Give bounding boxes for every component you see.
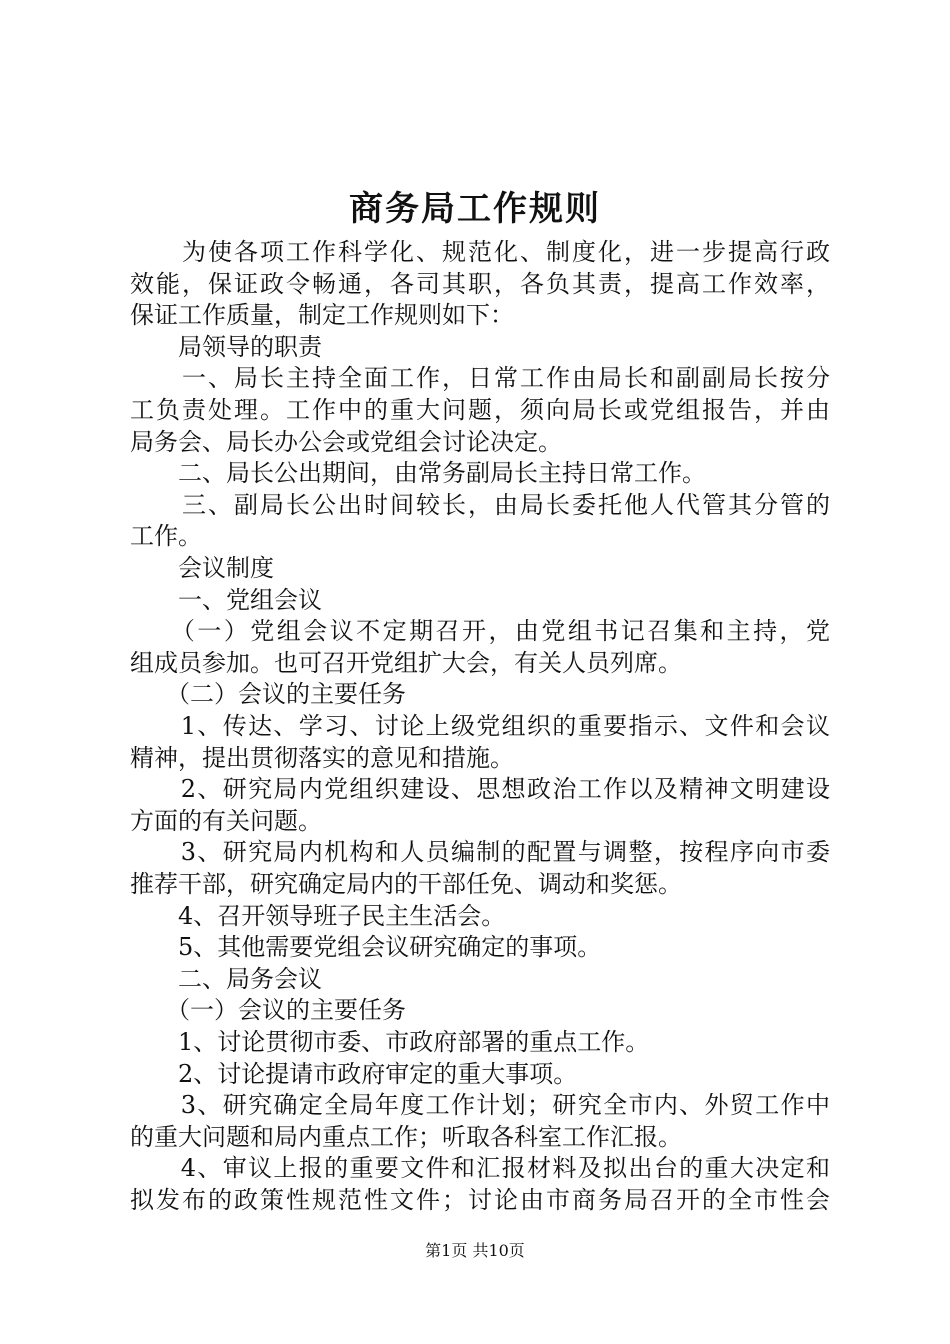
body-text-line: 一、党组会议 [130, 585, 322, 614]
body-text-line: 1、传达、学习、讨论上级党组织的重要指示、文件和会议 [130, 712, 830, 740]
body-text-line: 保证工作质量，制定工作规则如下： [130, 301, 514, 330]
body-text-line: 组成员参加。也可召开党组扩大会，有关人员列席。 [130, 648, 682, 677]
body-text-line: 的重大问题和局内重点工作；听取各科室工作汇报。 [130, 1122, 682, 1151]
body-text-line: 3、研究确定全局年度工作计划；研究全市内、外贸工作中 [130, 1091, 830, 1120]
body-text-line: 工负责处理。工作中的重大问题，须向局长或党组报告，并由 [130, 396, 830, 424]
body-text-line: 4、审议上报的重要文件和汇报材料及拟出台的重大决定和 [130, 1154, 830, 1183]
body-text-line: 会议制度 [130, 554, 274, 582]
body-text-line: 为使各项工作科学化、规范化、制度化，进一步提高行政 [130, 238, 830, 266]
body-text-line: 推荐干部，研究确定局内的干部任免、调动和奖惩。 [130, 870, 682, 898]
document-title: 商务局工作规则 [349, 189, 601, 229]
body-text-line: 精神，提出贯彻落实的意见和措施。 [130, 743, 514, 772]
body-text-line: 二、局务会议 [130, 964, 322, 993]
body-text-line: 一、局长主持全面工作，日常工作由局长和副副局长按分 [130, 364, 830, 393]
body-text-line: 工作。 [130, 522, 202, 551]
body-text-line: （二）会议的主要任务 [130, 680, 406, 709]
body-text-line: 4、召开领导班子民主生活会。 [130, 901, 506, 930]
body-text-line: （一）会议的主要任务 [130, 996, 406, 1025]
body-text-line: （一）党组会议不定期召开，由党组书记召集和主持，党 [130, 617, 830, 646]
body-text-line: 方面的有关问题。 [130, 806, 322, 835]
body-text-line: 5、其他需要党组会议研究确定的事项。 [130, 933, 602, 962]
body-text-line: 2、研究局内党组织建设、思想政治工作以及精神文明建设 [130, 775, 830, 804]
body-text-line: 三、副局长公出时间较长，由局长委托他人代管其分管的 [130, 490, 830, 519]
body-text-line: 拟发布的政策性规范性文件；讨论由市商务局召开的全市性会 [130, 1186, 830, 1214]
page-number-footer: 第1页 共10页 [425, 1241, 525, 1260]
body-text-line: 局领导的职责 [130, 332, 322, 361]
body-text-line: 2、讨论提请市政府审定的重大事项。 [130, 1059, 578, 1088]
body-text-line: 1、讨论贯彻市委、市政府部署的重点工作。 [130, 1028, 650, 1056]
body-text-line: 3、研究局内机构和人员编制的配置与调整，按程序向市委 [130, 838, 830, 867]
body-text-line: 二、局长公出期间，由常务副局长主持日常工作。 [130, 459, 706, 488]
body-text-line: 效能，保证政令畅通，各司其职，各负其责，提高工作效率， [130, 269, 830, 298]
body-text-line: 局务会、局长办公会或党组会讨论决定。 [130, 427, 562, 456]
